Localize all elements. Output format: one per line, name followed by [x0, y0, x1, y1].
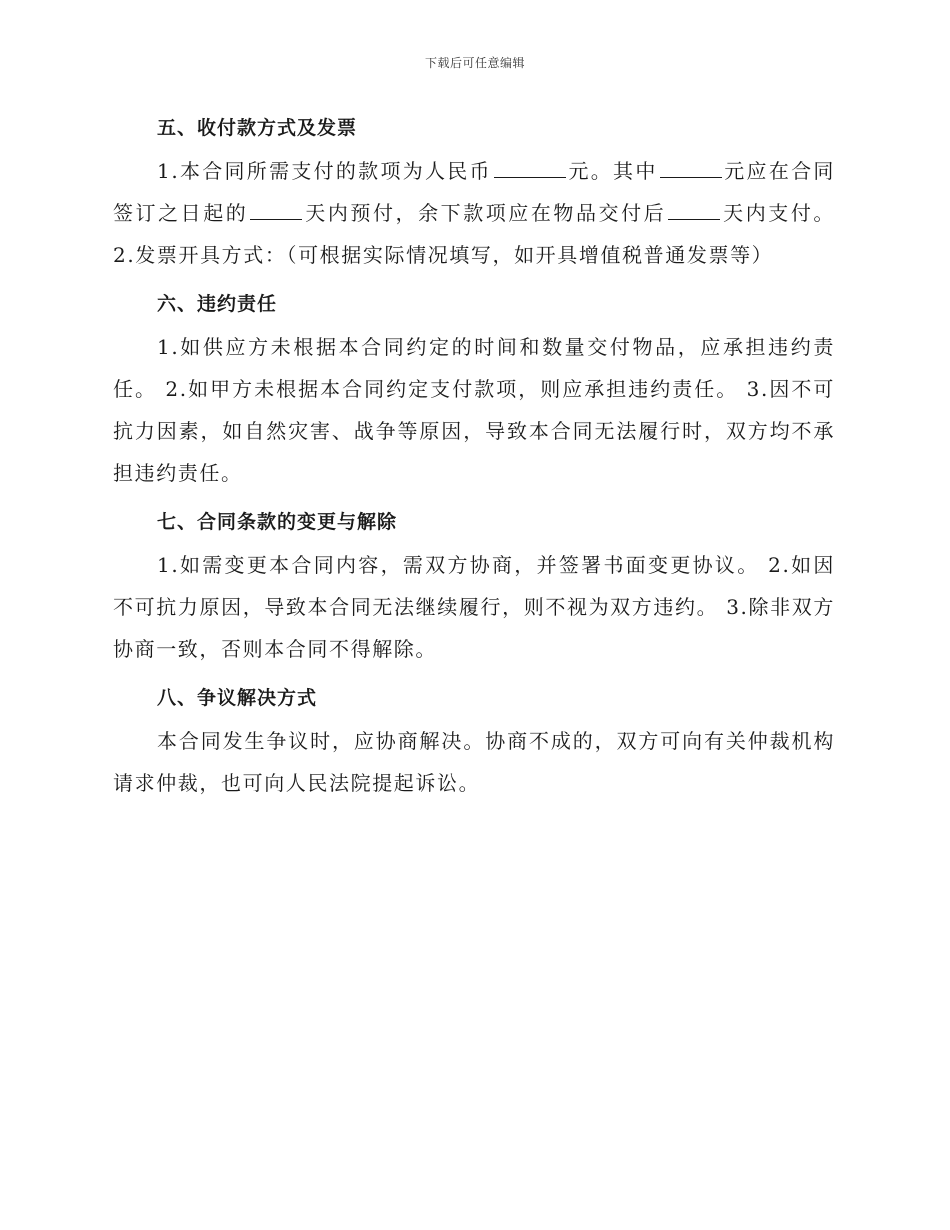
page-header: 下载后可任意编辑 [424, 56, 525, 70]
section-heading: 六、违约责任 [157, 293, 278, 315]
payment-text: 天内支付。 2.发票开具方式：（可根据实际情况填写，如开具增值税普通发票等） [113, 201, 836, 267]
document-body [113, 106, 835, 812]
section-dispute [113, 676, 835, 804]
balance-days-blank[interactable] [668, 199, 720, 220]
section-heading: 八、争议解决方式 [157, 687, 318, 709]
section-heading: 七、合同条款的变更与解除 [157, 511, 398, 533]
section-heading: 五、收付款方式及发票 [157, 117, 358, 139]
section-paragraph: 本合同发生争议时，应协商解决。协商不成的，双方可向有关仲裁机构请求仲裁，也可向人民法院提起诉讼。 [113, 729, 835, 795]
amount-total-blank[interactable] [494, 157, 566, 178]
section-payment [113, 106, 835, 276]
amount-prepay-blank[interactable] [660, 157, 722, 178]
payment-text: 元应在合同签订之日起的 [113, 159, 835, 225]
prepay-days-blank[interactable] [250, 199, 302, 220]
payment-text: 1.本合同所需支付的款项为人民币 [157, 159, 492, 183]
payment-text: 天内预付，余下款项应在物品交付后 [304, 201, 667, 225]
section-paragraph: 1.如需变更本合同内容，需双方协商，并签署书面变更协议。 2.如因不可抗力原因，导致本合同无法继续履行，则不视为双方违约。 3.除非双方协商一致，否则本合同不得解除。 [113, 553, 835, 661]
section-liability [113, 282, 835, 494]
section-amendment [113, 500, 835, 670]
payment-text: 元。其中 [567, 159, 658, 183]
payment-paragraph [113, 150, 835, 276]
section-paragraph: 1.如供应方未根据本合同约定的时间和数量交付物品，应承担违约责任。 2.如甲方未根据本合同约定支付款项，则应承担违约责任。 3.因不可抗力因素，如自然灾害、战争等原因，导致本合同无法履行时，双方均不承担违约责任。 [113, 335, 835, 485]
